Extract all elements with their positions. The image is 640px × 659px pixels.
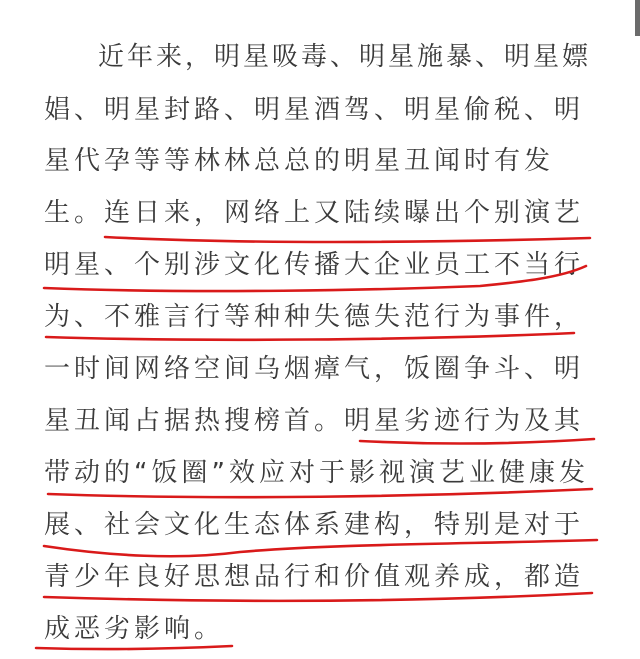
text-line-12: 成恶劣影响。 [44,614,225,644]
text-line-8: 星丑闻占据热搜榜首。明星劣迹行为及其 [44,406,585,436]
text-line-1: 近年来，明星吸毒、明星施暴、明星嫖 [98,42,592,72]
text-line-10: 展、社会文化生态体系建构，特别是对于 [44,510,585,540]
underline-6 [44,540,597,556]
underline-7 [44,593,592,601]
underline-8 [36,646,232,649]
scrollbar-edge[interactable] [635,0,640,36]
underline-5 [48,489,592,497]
text-line-3: 星代孕等等林林总总的明星丑闻时有发 [44,146,555,176]
text-line-5: 明星、个别涉文化传播大企业员工不当行 [44,250,585,280]
underline-4 [360,439,594,443]
underline-1 [105,237,590,242]
text-line-7: 一时间网络空间乌烟瘴气，饭圈争斗、明 [44,354,585,384]
text-line-6: 为、不雅言行等种种失德失范行为事件， [44,302,585,332]
text-line-2: 娼、明星封路、明星酒驾、明星偷税、明 [44,95,585,125]
underline-3 [46,333,574,340]
text-line-4: 生。连日来，网络上又陆续曝出个别演艺 [44,198,585,228]
text-line-9: 带动的“饭圈”效应对于影视演艺业健康发 [44,458,589,488]
text-line-11: 青少年良好思想品行和价值观养成，都造 [44,562,585,592]
